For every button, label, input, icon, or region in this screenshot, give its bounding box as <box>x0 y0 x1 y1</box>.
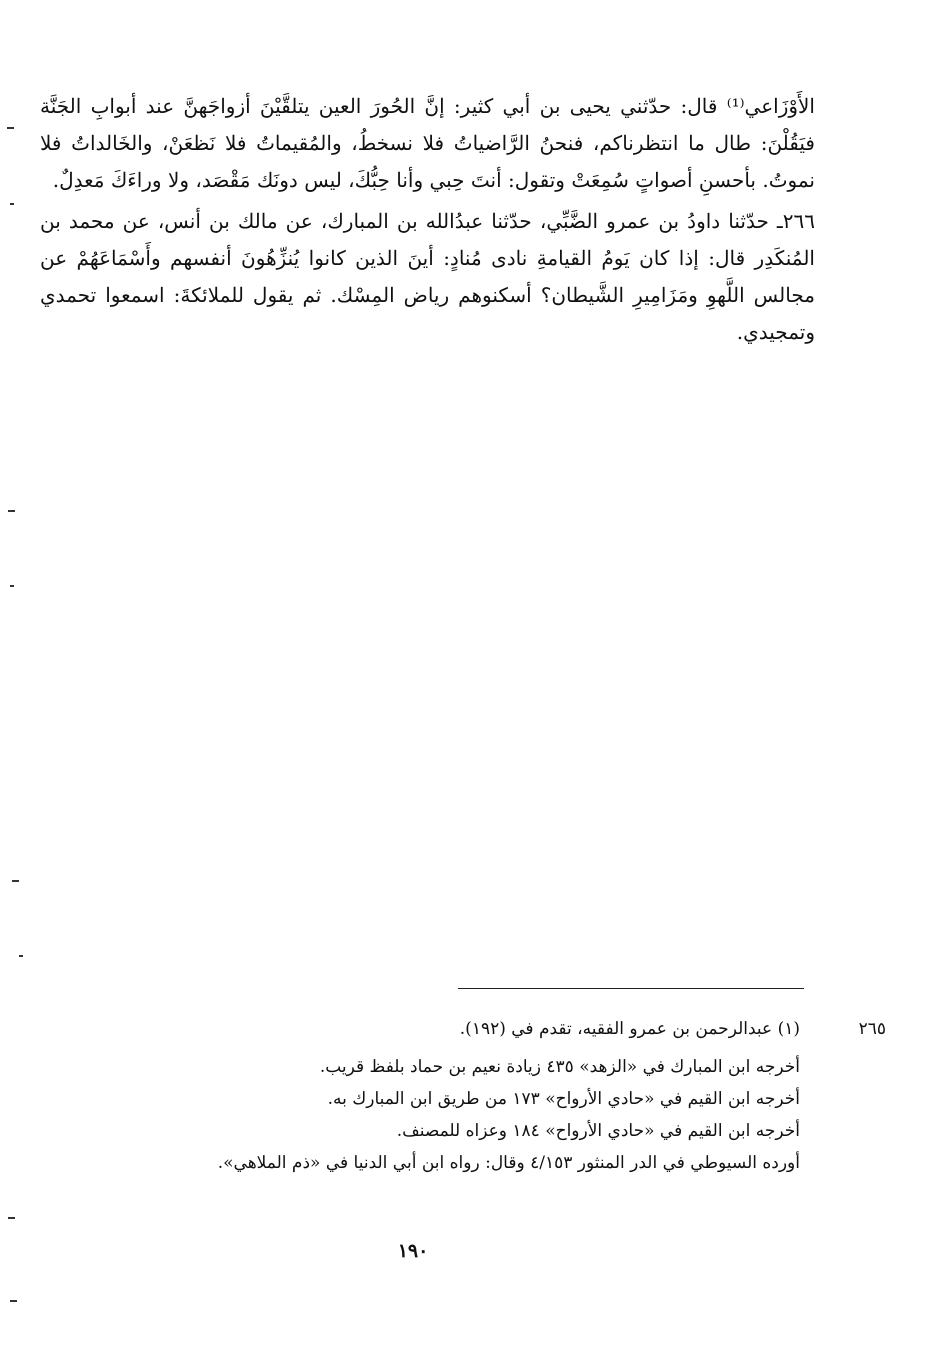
footnote-1: (١) عبدالرحمن بن عمرو الفقيه، تقدم في (١٩٢). <box>459 1019 800 1039</box>
scan-speck <box>10 203 14 205</box>
page-number: ١٩٠ <box>397 1240 429 1262</box>
footnotes <box>140 1013 800 1179</box>
takhrij-line: أورده السيوطي في الدر المنثور ٤/١٥٣ وقال: رواه ابن أبي الدنيا في «ذم الملاهي». <box>217 1153 800 1173</box>
scan-speck <box>12 880 19 882</box>
scan-speck <box>19 955 23 957</box>
takhrij-line: أخرجه ابن القيم في «حادي الأرواح» ١٧٣ من طريق ابن المبارك به. <box>327 1089 800 1109</box>
takhrij-list <box>140 1051 800 1179</box>
main-text <box>40 88 815 351</box>
takhrij-line: أخرجه ابن القيم في «حادي الأرواح» ١٨٤ وعزاه للمصنف. <box>396 1121 800 1141</box>
paragraph-266: ٢٦٦ـ حدّثنا داودُ بن عمرو الضَّبِّي، حدّثنا عبدُالله بن المبارك، عن مالك بن أنس، عن محمد بن المُنكَدِر قال: إذا كان يَومُ القيامةِ نادى مُنادٍ: أينَ الذين كانوا يُنزِّهُونَ أنفسهم وأَسْمَاعَهُمْ عن مجالس اللَّهوِ ومَزَامِيرِ الشَّيطان؟ أسكنوهم رياض المِسْك. ثم يقول للملائكةَ: اسمعوا تحمدي وتمجيدي. <box>40 209 815 344</box>
footnote-side-number: ٢٦٥ <box>858 1019 886 1039</box>
takhrij-line: أخرجه ابن المبارك في «الزهد» ٤٣٥ زيادة نعيم بن حماد بلفظ قريب. <box>319 1057 800 1077</box>
scan-speck <box>7 127 14 129</box>
scan-speck <box>10 585 14 587</box>
footnote-separator <box>458 988 804 989</box>
scan-speck <box>8 510 15 512</box>
paragraph-awzai: الأَوْزَاعي⁽¹⁾ قال: حدّثني يحيى بن أبي كثير: إنَّ الحُورَ العين يتلقَّيْنَ أزواجَهنَّ عند أبوابِ الجَنَّة فيَقُلْنَ: طال ما انتظرناكم، فنحنُ الرَّاضياتُ فلا نسخطُ، والمُقيماتُ فلا نَظعَنْ، والخَالداتُ فلا نموتُ. بأحسنِ أصواتٍ سُمِعَتْ وتقول: أنتَ حِبي وأنا حِبُّكَ، ليس دونَك مَقْصَد، ولا وراءَكَ مَعدِلٌ. <box>40 94 815 192</box>
scan-speck <box>8 1217 15 1219</box>
scan-speck <box>10 1300 17 1302</box>
